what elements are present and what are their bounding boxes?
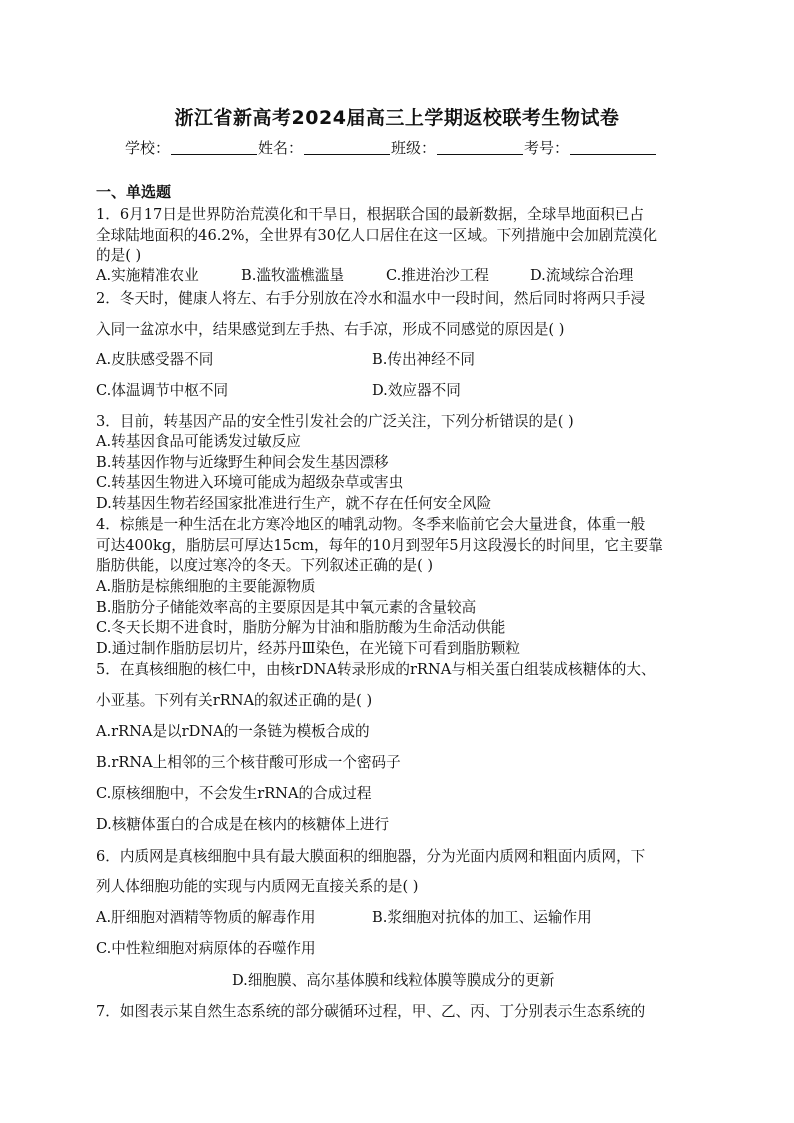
page-title: 浙江省新高考2024届高三上学期返校联考生物试卷 — [174, 107, 620, 129]
q4-line: 脂肪供能，以度过寒冷的冬天。下列叙述正确的是( ) — [96, 557, 434, 574]
q2-option-c: C.体温调节中枢不同 — [96, 382, 229, 399]
q6-line: 6．内质网是真核细胞中具有最大膜面积的细胞器，分为光面内质网和粗面内质网，下 — [96, 848, 646, 865]
q1-option-a: A.实施精准农业 — [96, 267, 199, 284]
q1-option-d: D.流域综合治理 — [530, 267, 634, 284]
q6-line: 列人体细胞功能的实现与内质网无直接关系的是( ) — [96, 878, 419, 895]
q6-option-a: A.肝细胞对酒精等物质的解毒作用 — [96, 909, 316, 926]
q5-option-d: D.核糖体蛋白的合成是在核内的核糖体上进行 — [96, 816, 390, 833]
school-blank[interactable] — [171, 140, 257, 155]
q5-option-c: C.原核细胞中，不会发生rRNA的合成过程 — [96, 785, 372, 802]
q6-option-c: C.中性粒细胞对病原体的吞噬作用 — [96, 940, 316, 957]
q1-line: 全球陆地面积的46.2%，全世界有30亿人口居住在这一区域。下列措施中会加剧荒漠化 — [96, 227, 658, 244]
q7-line: 7．如图表示某自然生态系统的部分碳循环过程，甲、乙、丙、丁分别表示生态系统的 — [96, 1003, 646, 1020]
school-label: 学校： — [125, 139, 171, 157]
q5-option-b: B.rRNA上相邻的三个核苷酸可形成一个密码子 — [96, 754, 401, 771]
q1-option-c: C.推进治沙工程 — [386, 267, 489, 284]
q2-option-b: B.传出神经不同 — [372, 351, 475, 368]
q2-line: 2．冬天时，健康人将左、右手分别放在冷水和温水中一段时间，然后同时将两只手浸 — [96, 290, 646, 307]
q3-option-b: B.转基因作物与近缘野生种间会发生基因漂移 — [96, 454, 389, 471]
q6-option-b: B.浆细胞对抗体的加工、运输作用 — [372, 909, 592, 926]
q5-line: 小亚基。下列有关rRNA的叙述正确的是( ) — [96, 692, 373, 709]
class-blank[interactable] — [437, 140, 523, 155]
exam-number-blank[interactable] — [570, 140, 656, 155]
q4-option-c: C.冬天长期不进食时，脂肪分解为甘油和脂肪酸为生命活动供能 — [96, 619, 506, 636]
q5-option-a: A.rRNA是以rDNA的一条链为模板合成的 — [96, 723, 370, 740]
q3-option-c: C.转基因生物进入环境可能成为超级杂草或害虫 — [96, 474, 404, 491]
q3-option-d: D.转基因生物若经国家批准进行生产，就不存在任何安全风险 — [96, 495, 492, 512]
class-label: 班级： — [391, 139, 437, 157]
q4-line: 4．棕熊是一种生活在北方寒冷地区的哺乳动物。冬季来临前它会大量进食，体重一般 — [96, 516, 646, 533]
exam-number-label: 考号： — [524, 139, 570, 157]
q4-line: 可达400kg，脂肪层可厚达15cm，每年的10月到翌年5月这段漫长的时间里，它主要靠 — [96, 537, 663, 554]
q4-option-b: B.脂肪分子储能效率高的主要原因是其中氧元素的含量较高 — [96, 599, 477, 616]
q1-option-b: B.滥牧滥樵滥垦 — [241, 267, 344, 284]
q4-option-d: D.通过制作脂肪层切片，经苏丹Ⅲ染色，在光镜下可看到脂肪颗粒 — [96, 640, 520, 657]
q2-line: 入同一盆凉水中，结果感觉到左手热、右手凉，形成不同感觉的原因是( ) — [96, 321, 565, 338]
student-info-line — [125, 137, 657, 158]
name-label: 姓名： — [258, 139, 304, 157]
q1-line: 的是( ) — [96, 247, 142, 264]
q3-line: 3．目前，转基因产品的安全性引发社会的广泛关注，下列分析错误的是( ) — [96, 413, 574, 430]
q2-option-a: A.皮肤感受器不同 — [96, 351, 214, 368]
q2-option-d: D.效应器不同 — [372, 382, 461, 399]
q5-line: 5．在真核细胞的核仁中，由核rDNA转录形成的rRNA与相关蛋白组装成核糖体的大、 — [96, 661, 656, 678]
q3-option-a: A.转基因食品可能诱发过敏反应 — [96, 433, 301, 450]
q4-option-a: A.脂肪是棕熊细胞的主要能源物质 — [96, 578, 316, 595]
q6-option-d: D.细胞膜、高尔基体膜和线粒体膜等膜成分的更新 — [232, 972, 555, 989]
section-heading: 一、单选题 — [96, 183, 172, 201]
q1-line: 1．6月17日是世界防治荒漠化和干旱日，根据联合国的最新数据，全球旱地面积已占 — [96, 206, 644, 223]
name-blank[interactable] — [304, 140, 390, 155]
